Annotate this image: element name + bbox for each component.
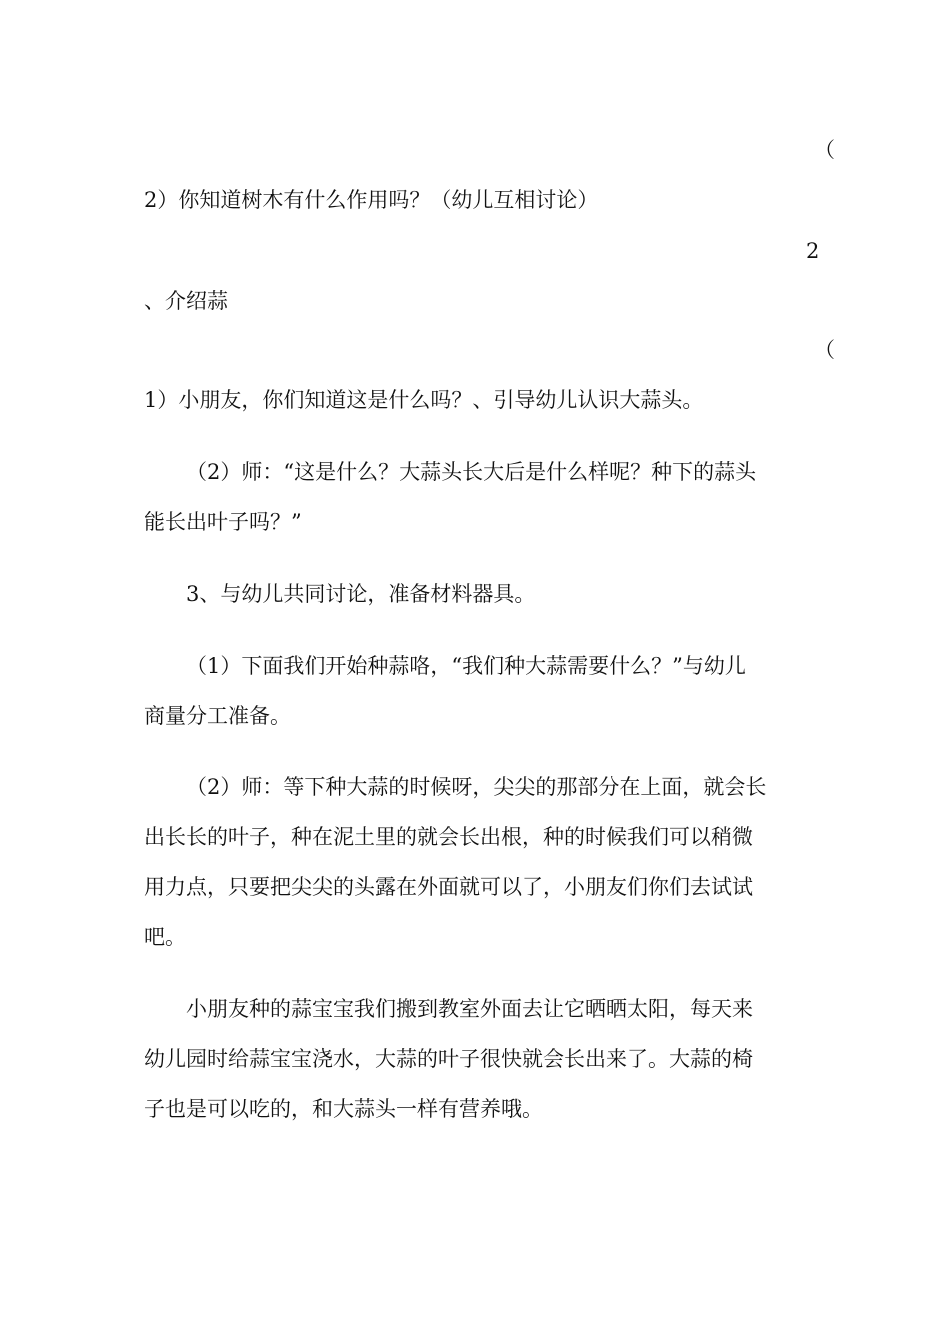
paragraph-line: 能长出叶子吗？”: [144, 510, 302, 534]
open-paren-fragment-2: （: [814, 338, 835, 362]
open-paren-fragment-1: （: [814, 138, 835, 162]
number-fragment-2: 2: [806, 239, 820, 263]
paragraph-line: 吧。: [144, 925, 186, 949]
text-line: 1）小朋友，你们知道这是什么吗？、引导幼儿认识大蒜头。: [144, 388, 704, 412]
paragraph-line: 出长长的叶子，种在泥土里的就会长出根，种的时候我们可以稍微: [144, 825, 753, 849]
paragraph-line: （1）下面我们开始种蒜咯，“我们种大蒜需要什么？”与幼儿: [186, 654, 746, 678]
paragraph-line: 用力点，只要把尖尖的头露在外面就可以了，小朋友们你们去试试: [144, 875, 753, 899]
paragraph-line: 小朋友种的蒜宝宝我们搬到教室外面去让它晒晒太阳，每天来: [186, 997, 753, 1021]
paragraph-line: （2）师：等下种大蒜的时候呀，尖尖的那部分在上面，就会长: [186, 775, 767, 799]
paragraph-line: 3、与幼儿共同讨论，准备材料器具。: [186, 582, 536, 606]
paragraph-line: 幼儿园时给蒜宝宝浇水，大蒜的叶子很快就会长出来了。大蒜的椅: [144, 1047, 753, 1071]
paragraph-line: 子也是可以吃的，和大蒜头一样有营养哦。: [144, 1097, 543, 1121]
paragraph-line: 商量分工准备。: [144, 704, 291, 728]
text-line: 2）你知道树木有什么作用吗？（幼儿互相讨论）: [144, 188, 599, 212]
paragraph-line: （2）师：“这是什么？大蒜头长大后是什么样呢？种下的蒜头: [186, 460, 757, 484]
section-heading: 、介绍蒜: [144, 289, 228, 313]
